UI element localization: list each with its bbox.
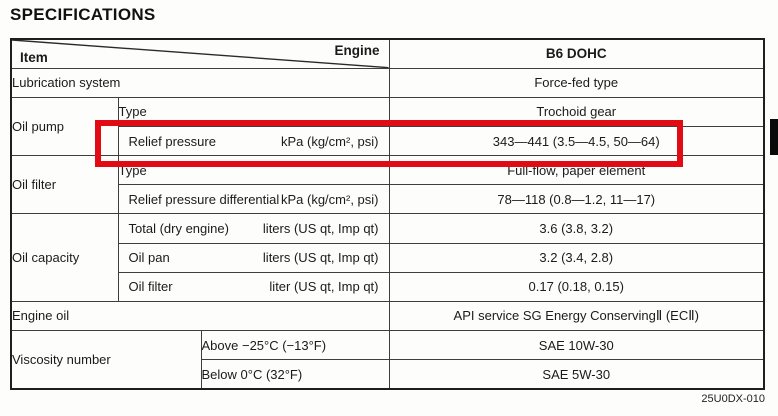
oil-pump-relief-pressure-value-cell: 343—441 (3.5—4.5, 50—64) [389, 126, 764, 155]
table-row [11, 331, 764, 360]
diagonal-divider-line [12, 40, 389, 68]
item-engine-diagonal-header-cell [11, 39, 389, 68]
relief-pressure-label: Relief pressure [128, 133, 216, 149]
engine-header-label: Engine [334, 43, 380, 58]
oil-pump-type-value-cell: Trochoid gear [389, 97, 764, 126]
oil-pan-label: Oil pan [128, 250, 170, 266]
table-row [11, 301, 764, 330]
oil-pump-label-cell: Oil pump [11, 97, 118, 155]
oil-capacity-total-value-cell: 3.6 (3.8, 3.2) [389, 214, 764, 243]
oil-filter-capacity-unit: liter (US qt, Imp qt) [269, 279, 379, 295]
viscosity-below-value-cell: SAE 5W-30 [389, 360, 764, 389]
specifications-table [10, 38, 765, 390]
oil-filter-type-label-cell: Type [118, 156, 389, 185]
oil-capacity-oil-pan-label-cell [118, 243, 389, 272]
red-highlight-box [95, 120, 683, 167]
oil-capacity-oil-filter-label-cell [118, 272, 389, 301]
page-title: SPECIFICATIONS [10, 5, 156, 24]
oil-filter-label-cell: Oil filter [11, 156, 118, 214]
relief-pressure-differential-label: Relief pressure differential [128, 191, 280, 207]
item-header-label: Item [20, 49, 48, 65]
engine-oil-label-cell: Engine oil [11, 301, 389, 330]
table-row [11, 185, 764, 214]
oil-filter-relief-pressure-differential-value-cell: 78—118 (0.8—1.2, 11—17) [389, 185, 764, 214]
oil-capacity-total-label-cell [118, 214, 389, 243]
table-row [11, 68, 764, 97]
viscosity-number-label-cell: Viscosity number [11, 331, 201, 389]
total-dry-engine-unit: liters (US qt, Imp qt) [262, 221, 379, 237]
relief-pressure-differential-unit: kPa (kg/cm², psi) [280, 191, 379, 207]
viscosity-above-value-cell: SAE 10W-30 [389, 331, 764, 360]
oil-filter-relief-pressure-differential-label-cell [118, 185, 389, 214]
viscosity-above-label-cell: Above −25°C (−13°F) [201, 331, 389, 360]
page-edge-index-tab [770, 119, 778, 155]
total-dry-engine-label: Total (dry engine) [128, 221, 229, 237]
lubrication-system-value-cell: Force-fed type [389, 68, 764, 97]
oil-capacity-oil-filter-value-cell: 0.17 (0.18, 0.15) [389, 272, 764, 301]
oil-filter-type-value-cell: Full-flow, paper element [389, 156, 764, 185]
engine-oil-value-cell: API service SG Energy ConservingⅡ (ECⅡ) [389, 301, 764, 330]
viscosity-below-label-cell: Below 0°C (32°F) [201, 360, 389, 389]
oil-capacity-label-cell: Oil capacity [11, 214, 118, 301]
table-header-row [11, 39, 764, 68]
engine-model-header-cell: B6 DOHC [389, 39, 764, 68]
table-row [11, 272, 764, 301]
oil-pan-unit: liters (US qt, Imp qt) [262, 250, 379, 266]
oil-filter-capacity-label: Oil filter [128, 279, 173, 295]
oil-pump-type-label-cell: Type [118, 97, 389, 126]
relief-pressure-unit: kPa (kg/cm², psi) [280, 133, 379, 149]
lubrication-system-label-cell: Lubrication system [11, 68, 389, 97]
oil-capacity-oil-pan-value-cell: 3.2 (3.4, 2.8) [389, 243, 764, 272]
figure-code: 25U0DX-010 [701, 393, 765, 405]
table-row [11, 243, 764, 272]
table-row [11, 214, 764, 243]
